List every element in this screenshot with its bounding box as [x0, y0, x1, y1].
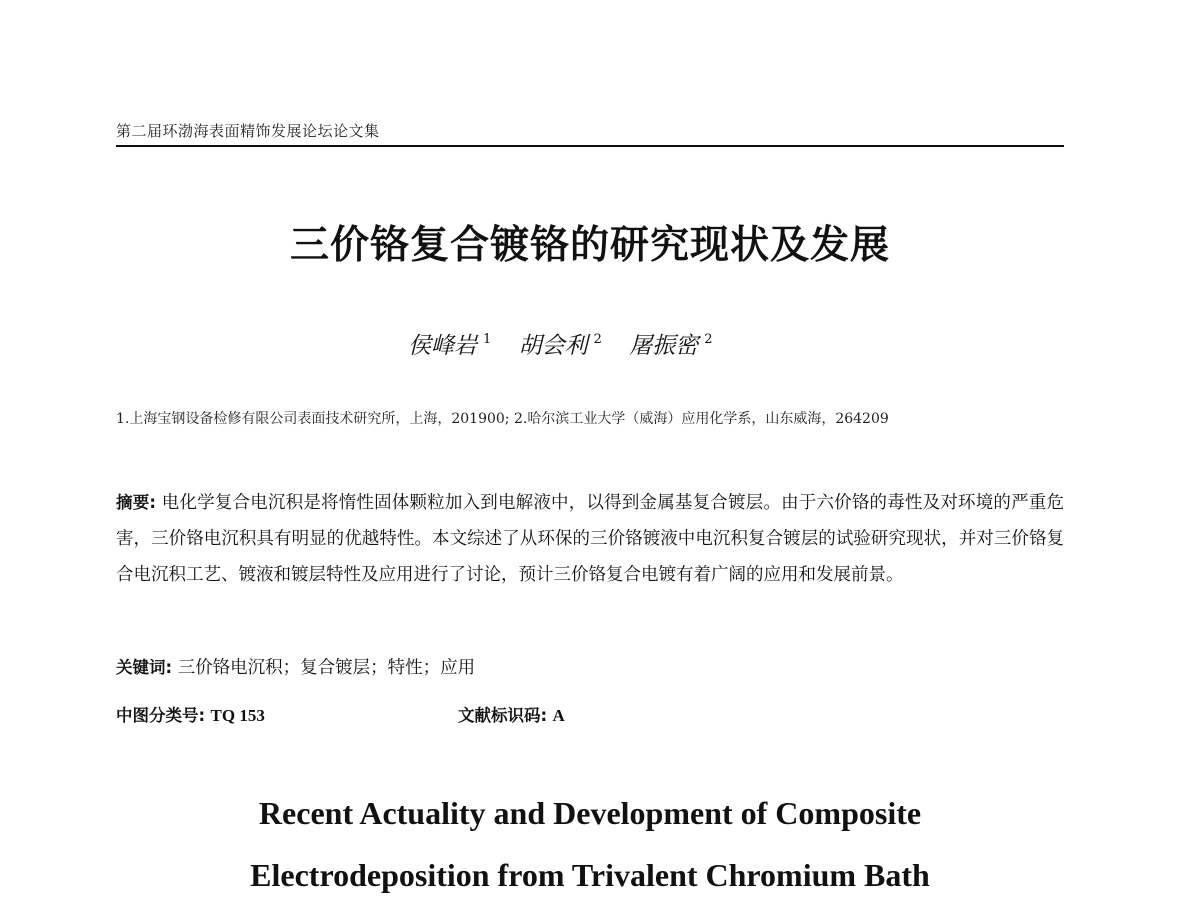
affiliation-mark: 2 — [704, 332, 713, 347]
document-code — [458, 702, 565, 726]
document-code-label: 文献标识码: — [458, 706, 548, 725]
english-title-line-2: Electrodeposition from Trivalent Chromium Bath — [250, 857, 930, 893]
english-title — [0, 782, 1180, 906]
author — [408, 327, 491, 360]
keywords — [116, 654, 475, 679]
header-rule — [116, 145, 1064, 147]
document-code-value: A — [552, 706, 565, 725]
classification-label: 中图分类号: — [116, 706, 206, 725]
classification-value: TQ 153 — [210, 706, 265, 725]
running-header: 第二届环渤海表面精饰发展论坛论文集 — [116, 122, 380, 140]
keywords-text: 三价铬电沉积；复合镀层；特性；应用 — [177, 658, 476, 678]
classification-number — [116, 702, 265, 726]
author-name: 侯峰岩 — [408, 333, 477, 359]
author-name: 胡会利 — [518, 333, 588, 359]
author — [629, 327, 712, 360]
abstract-text: 电化学复合电沉积是将惰性固体颗粒加入到电解液中，以得到金属基复合镀层。由于六价铬的毒性及对环境的严重危害，三价铬电沉积具有明显的优越特性。本文综述了从环保的三价铬镀液中电沉积复合镀层的试验研究现状，并对三价铬复合电沉积工艺、镀液和镀层特性及应用进行了讨论，预计三价铬复合电镀有着广阔的应用和发展前景。 — [116, 493, 1064, 585]
affiliation-mark: 1 — [483, 332, 492, 347]
chinese-title: 三价铬复合镀铬的研究现状及发展 — [289, 223, 890, 268]
author-list — [408, 327, 732, 360]
author — [519, 327, 602, 360]
english-title-line-1: Recent Actuality and Development of Composite — [258, 795, 922, 831]
abstract — [116, 485, 1064, 593]
keywords-label: 关键词: — [116, 658, 173, 677]
affiliation-mark: 2 — [593, 332, 602, 347]
affiliation-line: 1.上海宝钢设备检修有限公司表面技术研究所，上海，201900; 2.哈尔滨工业大学（威海）应用化学系，山东威海，264209 — [116, 411, 889, 427]
author-name: 屠振密 — [629, 333, 699, 359]
abstract-label: 摘要: — [116, 493, 156, 512]
